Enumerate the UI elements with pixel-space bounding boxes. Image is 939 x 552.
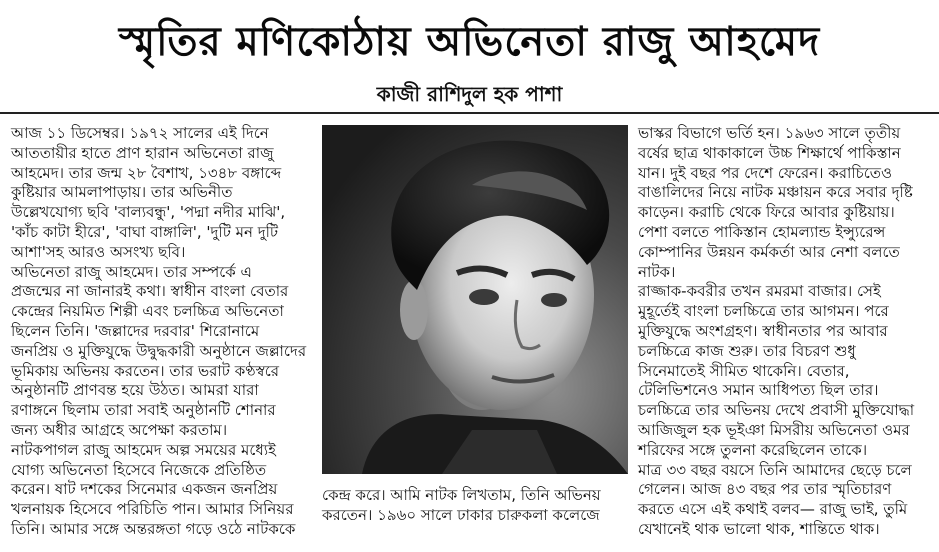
page-title: স্মৃতির মণিকোঠায় অভিনেতা রাজু আহমেদ [118,19,821,65]
text-line: কেন্দ্র করে। আমি নাটক লিখতাম, তিনি অভিনয় [322,486,601,504]
text-line: নাটকপাগল রাজু আহমেদ অল্প সময়ের মধ্যেই [11,440,276,459]
text-line: কাড়েন। করাচি থেকে ফিরে আবার কুষ্টিয়ায়। [638,203,895,222]
text-line: যোগ্য অভিনেতা হিসেবে নিজেকে প্রতিষ্ঠিত [11,460,267,479]
text-line: তিনি। আমার সঙ্গে অন্তরঙ্গতা গড়ে ওঠে নাটককে [11,519,296,538]
text-line: পেশা বলতে পাকিস্তান হোমল্যান্ড ইন্স্যুরেন্স [638,222,886,241]
text-line: জনপ্রিয় ও মুক্তিযুদ্ধে উদ্বুদ্ধকারী অনুষ্ঠানে জল্লাদের [11,341,307,360]
text-line: টেলিভিশনেও সমান আধিপত্য ছিল তার। [638,381,879,400]
header-divider [0,112,939,114]
right-column [638,124,936,540]
text-line: কুষ্টিয়ার আমলাপাড়ায়। তার অভিনীত [11,183,233,202]
text-line: করতেন। ১৯৬০ সালে ঢাকার চারুকলা কলেজে [322,505,600,524]
portrait-photo [322,125,628,474]
text-line: শরিফের সঙ্গে তুলনা করেছিলেন তাকে। [638,440,868,459]
text-line: করতে এসে এই কথাই বলব— রাজু ভাই, তুমি [638,500,908,519]
author-byline: কাজী রাশিদুল হক পাশা [376,82,563,106]
text-line: যেখানেই থাক ভালো থাক, শান্তিতে থাক। [638,519,880,538]
text-line: আজিজুল হক ভূইঞা মিসরীয় অভিনেতা ওমর [638,420,910,439]
text-line: করেন। ষাট দশকের সিনেমার একজন জনপ্রিয় [11,480,278,499]
left-column [11,124,311,540]
text-line: উল্লেখযোগ্য ছবি 'বাল্যবন্ধু', 'পদ্মা নদীর মাঝি', [11,203,286,222]
text-line: গেলেন। আজ ৪৩ বছর পর তার স্মৃতিচারণ [638,480,892,499]
text-line: কোম্পানির উন্নয়ন কর্মকর্তা আর নেশা বলতে [638,242,900,261]
portrait-image [322,125,628,474]
text-line: অভিনেতা রাজু আহমেদ। তার সম্পর্কে এ [11,262,252,281]
text-line: সিনেমাতেই সীমিত থাকেনি। বেতার, [638,361,850,380]
text-line: জন্য অধীর আগ্রহে অপেক্ষা করতাম। [11,420,228,439]
text-line: প্রজন্মের না জানারই কথা। স্বাধীন বাংলা বেতার [11,282,289,301]
middle-column [322,486,630,526]
text-line: রাজ্জাক-কবরীর তখন রমরমা বাজার। সেই [638,282,881,301]
text-line: ভূমিকায় অভিনয় করতেন। তার ভরাট কণ্ঠস্বরে [11,361,280,380]
text-line: মাত্র ৩৩ বছর বয়সে তিনি আমাদের ছেড়ে চলে [638,460,912,479]
text-line: আজ ১১ ডিসেম্বর। ১৯৭২ সালের এই দিনে [11,124,269,142]
text-line: চলচ্চিত্রে কাজ শুরু। তার বিচরণ শুধু [638,341,856,360]
text-line: ভাস্কর বিভাগে ভর্তি হন। ১৯৬৩ সালে তৃতীয় [638,124,901,142]
text-line: আশা'সহ আরও অসংখ্য ছবি। [11,242,186,261]
text-line: ছিলেন তিনি। 'জল্লাদের দরবার' শিরোনামে [11,321,260,340]
text-line: বাঙালিদের নিয়ে নাটক মঞ্চায়ন করে সবার দৃষ্টি [638,183,913,202]
text-line: 'কাঁচ কাটা হীরে', 'বাঘা বাঙ্গালি', 'দুটি মন দুটি [11,222,279,241]
text-line: মুক্তিযুদ্ধে অংশগ্রহণ। স্বাধীনতার পর আবার [638,321,888,340]
text-line: মুহূর্তেই বাংলা চলচ্চিত্রে তার আগমন। পরে [638,302,889,321]
text-line: কেন্দ্রের নিয়মিত শিল্পী এবং চলচ্চিত্র অভিনেতা [11,302,284,321]
text-line: নাটক। [638,262,676,281]
text-line: খলনায়ক হিসেবে পরিচিতি পান। আমার সিনিয়র [11,500,294,519]
text-line: রণাঙ্গনে ছিলাম তারা সবাই অনুষ্ঠানটি শোনার [11,401,276,420]
text-line: আততায়ীর হাতে প্রাণ হারান অভিনেতা রাজু [11,143,274,162]
text-line: যান। দুই বছর পর দেশে ফেরেন। করাচিতেও [638,163,893,182]
text-line: আহমেদ। তার জন্ম ২৮ বৈশাখ, ১৩৪৮ বঙ্গাব্দে [11,163,282,182]
text-line: বর্ষের ছাত্র থাকাকালে উচ্চ শিক্ষার্থে পাকিস্তান [638,143,901,162]
text-line: অনুষ্ঠানটি প্রাণবন্ত হয়ে উঠত। আমরা যারা [11,381,259,400]
text-line: চলচ্চিত্রে তার অভিনয় দেখে প্রবাসী মুক্তিযোদ্ধা [638,401,915,420]
